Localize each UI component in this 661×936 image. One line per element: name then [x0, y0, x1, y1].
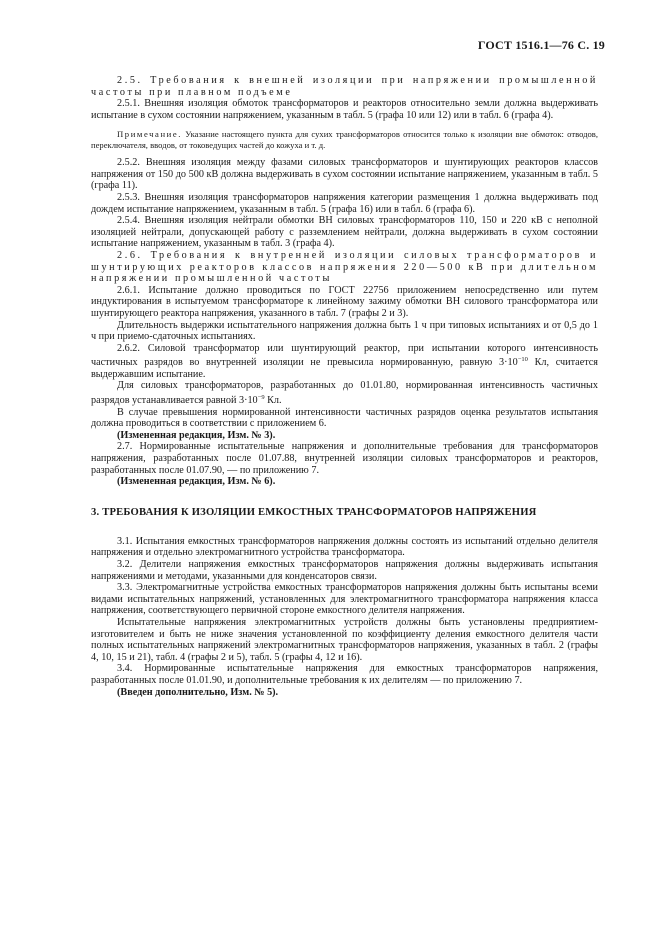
amendment-3: (Измененная редакция, Изм. № 3).	[117, 429, 276, 441]
exceed-paragraph: В случае превышения нормированной интенсивности частичных разрядов оценка результатов испытания должна проводиться в соответствии с приложением 6.	[91, 406, 598, 430]
clause-2-6-2-exponent: −10	[517, 356, 528, 364]
clause-3-2: 3.2. Делители напряжения емкостных трансформаторов напряжения должны выдерживать испытания напряжениями и методами, указанными для конденсаторов связи.	[91, 559, 598, 582]
clause-2-5-2: 2.5.2. Внешняя изоляция между фазами силовых трансформаторов и шунтирующих реакторов классов напряжения от 150 до 500 кВ должна выдерживать в сухом состоянии испытание напряжением, указанным в табл. 5 (графа 11).	[91, 157, 598, 192]
test-voltage-paragraph: Испытательные напряжения электромагнитных устройств должны быть установлены предприятием-изготовителем и быть не ниже значения установленной по коэффициенту деления емкостного делителя части полных испытательных напряжений электромагнитных трансформаторов напряжения, указанных в табл. 2 (графы 4, 10, 15 и 21), табл. 4 (графы 2 и 5), табл. 5 (графы 4, 12 и 16).	[91, 616, 598, 663]
note	[91, 129, 598, 150]
section-3-title: 3. ТРЕБОВАНИЯ К ИЗОЛЯЦИИ ЕМКОСТНЫХ ТРАНСФОРМАТОРОВ НАПРЯЖЕНИЯ	[91, 506, 537, 518]
amendment-5: (Введен дополнительно, Изм. № 5).	[117, 686, 279, 698]
clause-2-6-2	[91, 343, 598, 381]
duration-paragraph: Длительность выдержки испытательного напряжения должна быть 1 ч при типовых испытаниях и от 0,5 до 1 ч при приемо-сдаточных испытаниях.	[91, 319, 598, 343]
note-text: Указание настоящего пункта для сухих трансформаторов относится только к изоляции вне обмоток: отводов, переключателя, вводов, от токоведущих частей до кожуха и т. д.	[91, 129, 598, 150]
clause-2-6-heading: 2.6. Требования к внутренней изоляции силовых трансформаторов и шунтирующих реакторов классов напряжения 220—500 кВ при длительном напряжении промышленной частоты	[91, 249, 598, 285]
pre-1980-paragraph	[91, 380, 598, 406]
note-label: Примечание.	[117, 129, 183, 140]
pre-1980-text-b: Кл.	[264, 395, 282, 407]
page-header: ГОСТ 1516.1—76 С. 19	[477, 38, 605, 52]
pre-1980-exponent: −9	[257, 394, 265, 402]
amendment-6: (Измененная редакция, Изм. № 6).	[117, 476, 276, 488]
clause-2-5-3: 2.5.3. Внешняя изоляция трансформаторов напряжения категории размещения 1 должна выдерживать под дождем испытание напряжением, указанным в табл. 5 (графа 16) или в табл. 6 (графа 6).	[91, 191, 598, 215]
clause-3-4: 3.4. Нормированные испытательные напряжения для емкостных трансформаторов напряжения, разработанных после 01.01.90, и дополнительные требования к их делителям — по приложению 7.	[91, 663, 598, 686]
clause-2-6-1: 2.6.1. Испытание должно проводиться по ГОСТ 22756 приложением непосредственно или путем индуктирования в испытуемом трансформаторе к линейному зажиму обмотки ВН силового трансформатора или шунтирующего реактора напряжения, указанного в табл. 7 (графы 2 и 3).	[91, 284, 598, 319]
clause-2-7: 2.7. Нормированные испытательные напряжения и дополнительные требования для трансформаторов напряжения, разработанных после 01.07.88, внутренней изоляции силовых трансформаторов и реакторов, разработанных после 01.07.90, — по приложению 7.	[91, 441, 598, 476]
clause-2-6-2-text-b: Кл, считается выдержавшим испытание.	[91, 357, 598, 380]
document-body	[91, 75, 598, 698]
clause-2-5-1: 2.5.1. Внешняя изоляция обмоток трансформаторов и реакторов относительно земли должна выдерживать испытание в сухом состоянии напряжением, указанным в табл. 5 (графа 10 или 12) или в табл. 6 (графа 4).	[91, 98, 598, 121]
clause-2-6-2-text-a: 2.6.2. Силовой трансформатор или шунтирующий реактор, при испытании которого интенсивность частичных разрядов во внутренней изоляции не превысила нормированную, равную 3·10	[91, 342, 598, 369]
clause-3-1: 3.1. Испытания емкостных трансформаторов напряжения должны состоять из испытаний отдельно делителя напряжения и отдельно электромагнитного устройства трансформатора.	[91, 535, 598, 559]
pre-1980-text-a: Для силовых трансформаторов, разработанных до 01.01.80, нормированная интенсивность частичных разрядов устанавливается равной 3·10	[91, 380, 598, 407]
clause-3-3: 3.3. Электромагнитные устройства емкостных трансформаторов напряжения должны быть испытаны всеми видами испытательных напряжений, установленных для электромагнитного трансформатора напряжения класса напряжения, соответствующего первичной стороне емкостного делителя напряжения.	[91, 582, 598, 617]
clause-2-5-heading: 2.5. Требования к внешней изоляции при напряжении промышленной частоты при плавном подъеме	[91, 75, 598, 98]
clause-2-5-4: 2.5.4. Внешняя изоляция нейтрали обмотки ВН силовых трансформаторов 110, 150 и 220 кВ с неполной изоляцией нейтрали, допускающей работу с разземлением нейтрали, должна выдерживать в сухом состоянии испытание напряжением, указанным в табл. 3 (графа 4).	[91, 215, 598, 250]
